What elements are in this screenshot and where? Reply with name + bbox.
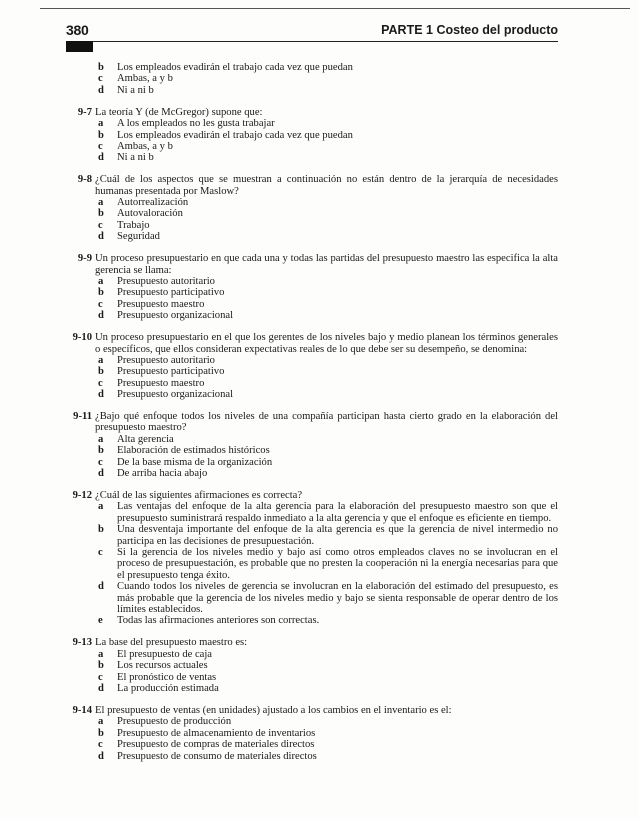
answer-option bbox=[95, 683, 558, 694]
question-number: 9-8 bbox=[77, 174, 92, 186]
option-letter: c bbox=[98, 739, 103, 751]
answer-option bbox=[95, 197, 558, 208]
answer-option bbox=[95, 299, 558, 310]
answer-option bbox=[95, 152, 558, 163]
question-item bbox=[58, 253, 558, 321]
option-letter: d bbox=[98, 683, 104, 694]
answer-option bbox=[95, 468, 558, 479]
option-letter: b bbox=[98, 727, 104, 739]
answer-option bbox=[95, 310, 558, 321]
option-text: Los recursos actuales bbox=[117, 660, 208, 672]
question-number: 9-7 bbox=[77, 106, 92, 118]
option-text: El presupuesto de caja bbox=[117, 648, 213, 660]
option-text: Presupuesto de producción bbox=[117, 716, 232, 728]
option-letter: b bbox=[98, 366, 104, 378]
running-head: PARTE 1 Costeo del producto bbox=[381, 23, 558, 37]
answer-option bbox=[95, 355, 558, 366]
option-letter: a bbox=[98, 716, 104, 728]
question-text: La base del presupuesto maestro es: bbox=[95, 637, 248, 649]
option-text: El pronóstico de ventas bbox=[117, 671, 217, 683]
option-letter: d bbox=[98, 750, 104, 762]
answer-option bbox=[95, 85, 558, 96]
option-text: Presupuesto de almacenamiento de inventarios bbox=[117, 727, 316, 739]
answer-option bbox=[95, 73, 558, 84]
question-text: La teoría Y (de McGregor) supone que: bbox=[95, 106, 263, 118]
question-item bbox=[58, 107, 558, 164]
question-text: ¿Cuál de las siguientes afirmaciones es correcta? bbox=[95, 490, 303, 501]
question-item bbox=[58, 62, 558, 96]
answer-option bbox=[95, 547, 558, 581]
answer-option bbox=[95, 389, 558, 400]
question-number: 9-9 bbox=[77, 253, 92, 265]
option-text: Presupuesto participativo bbox=[117, 287, 225, 299]
option-letter: a bbox=[98, 501, 104, 513]
option-text: A los empleados no les gusta trabajar bbox=[117, 118, 275, 130]
question-item bbox=[58, 490, 558, 627]
option-text: Ambas, a y b bbox=[117, 140, 173, 152]
option-text: Seguridad bbox=[117, 231, 160, 243]
answer-option bbox=[95, 220, 558, 231]
answer-option bbox=[95, 524, 558, 547]
option-letter: c bbox=[98, 219, 103, 231]
answer-option bbox=[95, 615, 558, 626]
question-item bbox=[58, 705, 558, 762]
top-scan-rule bbox=[40, 8, 630, 9]
option-letter: b bbox=[98, 62, 104, 73]
option-text: Si la gerencia de los niveles medio y bajo así como otros empleados claves no se involucran en el proceso de presupuestación, es probable que no presten la cooperación ni la energía necesarias para que el presupuesto tenga éxito. bbox=[117, 547, 558, 581]
option-letter: c bbox=[98, 456, 103, 468]
question-text: Un proceso presupuestario en el que los gerentes de los niveles bajo y medio planean los términos generales o específicos, que ellos consideran expectativas reales de lo que debe ser su desempeño, se denomina: bbox=[95, 332, 558, 355]
answer-option bbox=[95, 501, 558, 524]
option-text: Alta gerencia bbox=[117, 433, 174, 445]
option-letter: b bbox=[98, 524, 104, 536]
answer-option bbox=[95, 276, 558, 287]
question-number: 9-11 bbox=[73, 411, 92, 423]
option-letter: c bbox=[98, 671, 103, 683]
answer-option bbox=[95, 751, 558, 762]
option-letter: b bbox=[98, 208, 104, 220]
question-number: 9-12 bbox=[72, 490, 92, 501]
answer-option bbox=[95, 445, 558, 456]
option-text: Presupuesto autoritario bbox=[117, 276, 215, 287]
option-letter: d bbox=[98, 231, 104, 243]
option-text: Presupuesto participativo bbox=[117, 366, 225, 378]
option-text: Elaboración de estimados históricos bbox=[117, 445, 270, 457]
answer-option bbox=[95, 739, 558, 750]
option-text: Presupuesto maestro bbox=[117, 377, 205, 389]
answer-option bbox=[95, 672, 558, 683]
option-letter: d bbox=[98, 310, 104, 322]
answer-option bbox=[95, 130, 558, 141]
option-text: De arriba hacia abajo bbox=[117, 468, 208, 480]
option-letter: b bbox=[98, 445, 104, 457]
option-letter: c bbox=[98, 298, 103, 310]
answer-option bbox=[95, 208, 558, 219]
question-item bbox=[58, 411, 558, 479]
header-rule bbox=[66, 41, 558, 42]
option-letter: d bbox=[98, 84, 104, 96]
answer-option bbox=[95, 378, 558, 389]
option-text: Presupuesto autoritario bbox=[117, 354, 215, 366]
option-text: Todas las afirmaciones anteriores son correctas. bbox=[117, 615, 320, 627]
option-letter: b bbox=[98, 660, 104, 672]
question-item bbox=[58, 332, 558, 400]
answer-option bbox=[95, 649, 558, 660]
option-letter: a bbox=[98, 118, 104, 130]
option-letter: d bbox=[98, 468, 104, 480]
header-block bbox=[66, 41, 93, 52]
option-text: Las ventajas del enfoque de la alta gerencia para la elaboración del presupuesto maestro son que el presupuesto suministrará respaldo inmediato a la alta gerencia y que el enfoque es eficiente en tiempo. bbox=[117, 501, 558, 524]
question-number: 9-10 bbox=[72, 332, 92, 344]
option-text: Ambas, a y b bbox=[117, 73, 173, 85]
answer-option bbox=[95, 141, 558, 152]
option-text: Una desventaja importante del enfoque de la alta gerencia es que la gerencia de nivel intermedio no participa en las decisiones de presupuestación. bbox=[117, 524, 558, 547]
answer-option bbox=[95, 62, 558, 73]
answer-option bbox=[95, 231, 558, 242]
answer-option bbox=[95, 581, 558, 615]
option-text: Presupuesto organizacional bbox=[117, 310, 234, 322]
option-text: Ni a ni b bbox=[117, 152, 154, 164]
option-letter: a bbox=[98, 276, 104, 287]
option-text: Cuando todos los niveles de gerencia se involucran en la elaboración del estimado del presupuesto, es más probable que la gerencia de los niveles medio y bajo se sienta responsable de operar dentro de los límites establecidos. bbox=[117, 581, 558, 616]
option-text: Presupuesto de compras de materiales directos bbox=[117, 739, 315, 751]
option-letter: d bbox=[98, 389, 104, 401]
option-letter: d bbox=[98, 152, 104, 164]
answer-option bbox=[95, 118, 558, 129]
question-text: El presupuesto de ventas (en unidades) ajustado a los cambios en el inventario es el: bbox=[95, 704, 452, 716]
question-item bbox=[58, 637, 558, 694]
option-text: Ni a ni b bbox=[117, 84, 154, 96]
option-letter: e bbox=[98, 615, 103, 627]
option-letter: a bbox=[98, 354, 104, 366]
answer-option bbox=[95, 716, 558, 727]
option-text: Los empleados evadirán el trabajo cada vez que puedan bbox=[117, 62, 353, 73]
option-text: Presupuesto de consumo de materiales directos bbox=[117, 750, 317, 762]
question-list bbox=[58, 62, 558, 772]
answer-option bbox=[95, 434, 558, 445]
question-text: ¿Cuál de los aspectos que se muestran a continuación no están dentro de la jerarquía de necesidades humanas presentada por Maslow? bbox=[95, 174, 558, 197]
option-letter: c bbox=[98, 73, 103, 85]
answer-option bbox=[95, 457, 558, 468]
option-letter: a bbox=[98, 433, 104, 445]
option-letter: c bbox=[98, 140, 103, 152]
option-text: Presupuesto maestro bbox=[117, 298, 205, 310]
option-text: De la base misma de la organización bbox=[117, 456, 273, 468]
option-letter: c bbox=[98, 377, 103, 389]
option-letter: a bbox=[98, 197, 104, 209]
question-item bbox=[58, 174, 558, 242]
answer-option bbox=[95, 728, 558, 739]
page-number: 380 bbox=[66, 22, 89, 38]
answer-option bbox=[95, 366, 558, 377]
answer-option bbox=[95, 660, 558, 671]
option-letter: b bbox=[98, 287, 104, 299]
option-text: Autorrealización bbox=[117, 197, 189, 209]
option-text: Presupuesto organizacional bbox=[117, 389, 234, 401]
option-text: Trabajo bbox=[117, 219, 150, 231]
answer-option bbox=[95, 287, 558, 298]
option-text: Autovaloración bbox=[117, 208, 183, 220]
option-letter: a bbox=[98, 648, 104, 660]
question-text: Un proceso presupuestario en que cada una y todas las partidas del presupuesto maestro las especifica la alta gerencia se llama: bbox=[95, 253, 558, 276]
question-number: 9-13 bbox=[72, 637, 92, 649]
option-letter: d bbox=[98, 581, 104, 593]
option-letter: b bbox=[98, 129, 104, 141]
option-text: Los empleados evadirán el trabajo cada vez que puedan bbox=[117, 129, 353, 141]
question-number: 9-14 bbox=[72, 704, 92, 716]
option-text: La producción estimada bbox=[117, 683, 219, 694]
option-letter: c bbox=[98, 547, 103, 559]
question-text: ¿Bajo qué enfoque todos los niveles de una compañía participan hasta cierto grado en la elaboración del presupuesto maestro? bbox=[95, 411, 558, 434]
